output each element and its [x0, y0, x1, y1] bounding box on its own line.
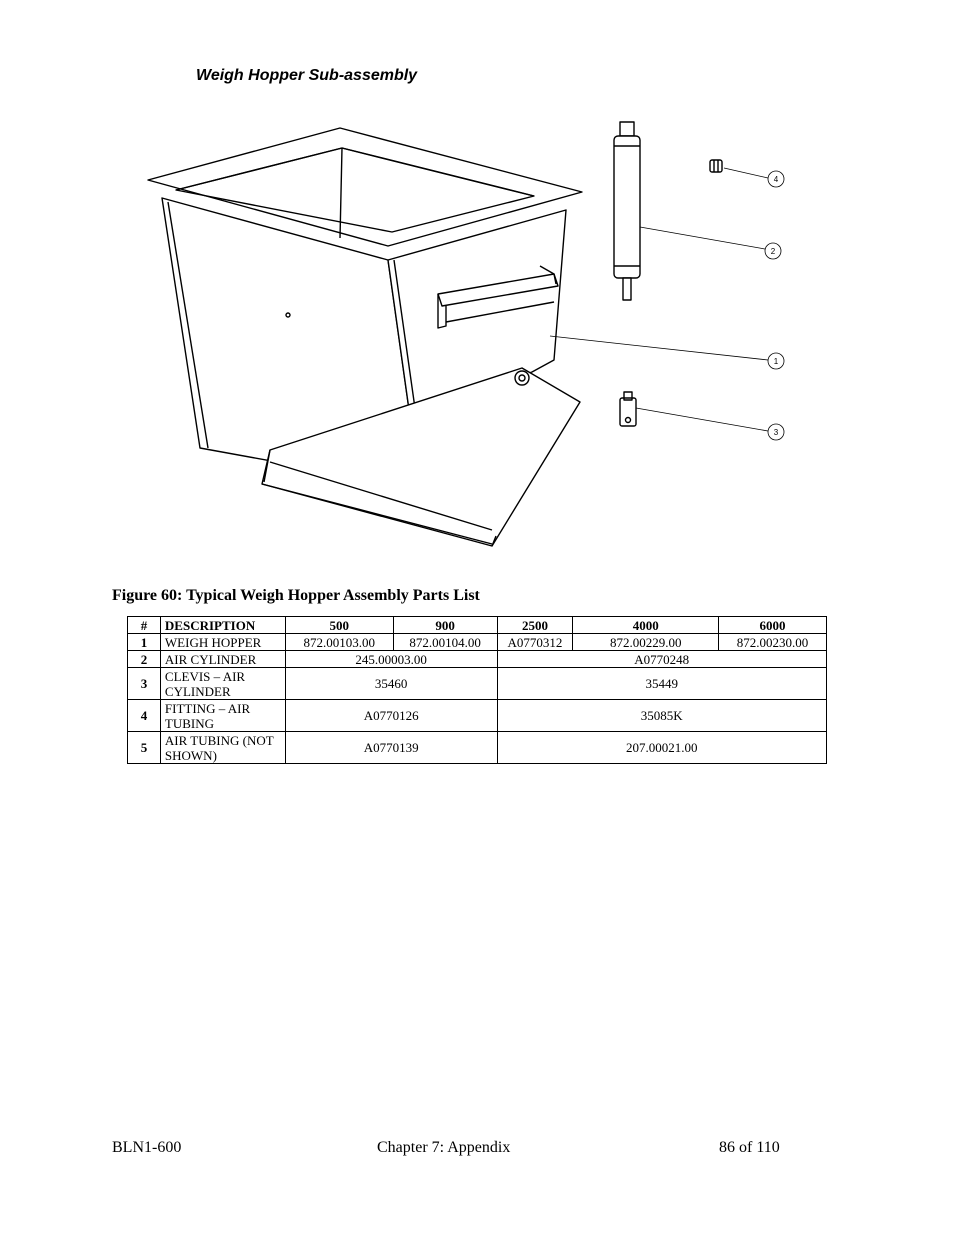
- clevis: [620, 392, 636, 426]
- table-header-row: [128, 617, 827, 634]
- part-2500-6000: 35085K: [497, 700, 827, 732]
- footer-chapter: Chapter 7: Appendix: [377, 1139, 511, 1156]
- figure-caption: Figure 60: Typical Weigh Hopper Assembly Parts List: [112, 587, 480, 604]
- part-500-900: 35460: [285, 668, 497, 700]
- col-header-500: 500: [285, 617, 393, 634]
- footer-document-id: BLN1-600: [112, 1139, 182, 1156]
- part-2500-6000: 207.00021.00: [497, 732, 827, 764]
- callout-1: 1: [773, 357, 779, 366]
- air-cylinder: [614, 122, 640, 300]
- col-header-6000: 6000: [719, 617, 827, 634]
- part-2500-6000: A0770248: [497, 651, 827, 668]
- part-4000: 872.00229.00: [573, 634, 719, 651]
- part-500-900: 245.00003.00: [285, 651, 497, 668]
- row-number: 5: [128, 732, 161, 764]
- col-header-number: #: [128, 617, 161, 634]
- air-fitting: [710, 160, 722, 172]
- part-6000: 872.00230.00: [719, 634, 827, 651]
- table-row: [128, 634, 827, 651]
- col-header-description: DESCRIPTION: [160, 617, 285, 634]
- row-number: 1: [128, 634, 161, 651]
- callout-4: 4: [773, 175, 779, 184]
- col-header-4000: 4000: [573, 617, 719, 634]
- part-500-900: A0770139: [285, 732, 497, 764]
- row-description: WEIGH HOPPER: [160, 634, 285, 651]
- part-500: 872.00103.00: [285, 634, 393, 651]
- part-500-900: A0770126: [285, 700, 497, 732]
- section-heading: Weigh Hopper Sub-assembly: [196, 67, 418, 84]
- row-description: AIR TUBING (NOT SHOWN): [160, 732, 285, 764]
- row-description: AIR CYLINDER: [160, 651, 285, 668]
- table-row: [128, 668, 827, 700]
- table-row: [128, 732, 827, 764]
- col-header-2500: 2500: [497, 617, 573, 634]
- row-description: CLEVIS – AIR CYLINDER: [160, 668, 285, 700]
- callout-3: 3: [773, 428, 779, 437]
- col-header-900: 900: [393, 617, 497, 634]
- footer-page-number: 86 of 110: [719, 1139, 780, 1156]
- table-row: [128, 700, 827, 732]
- callout-2: 2: [770, 247, 776, 256]
- part-2500-6000: 35449: [497, 668, 827, 700]
- row-number: 4: [128, 700, 161, 732]
- weigh-hopper-drawing: [130, 110, 830, 560]
- parts-list-table: [127, 616, 827, 764]
- part-900: 872.00104.00: [393, 634, 497, 651]
- row-number: 2: [128, 651, 161, 668]
- part-2500: A0770312: [497, 634, 573, 651]
- row-number: 3: [128, 668, 161, 700]
- row-description: FITTING – AIR TUBING: [160, 700, 285, 732]
- table-row: [128, 651, 827, 668]
